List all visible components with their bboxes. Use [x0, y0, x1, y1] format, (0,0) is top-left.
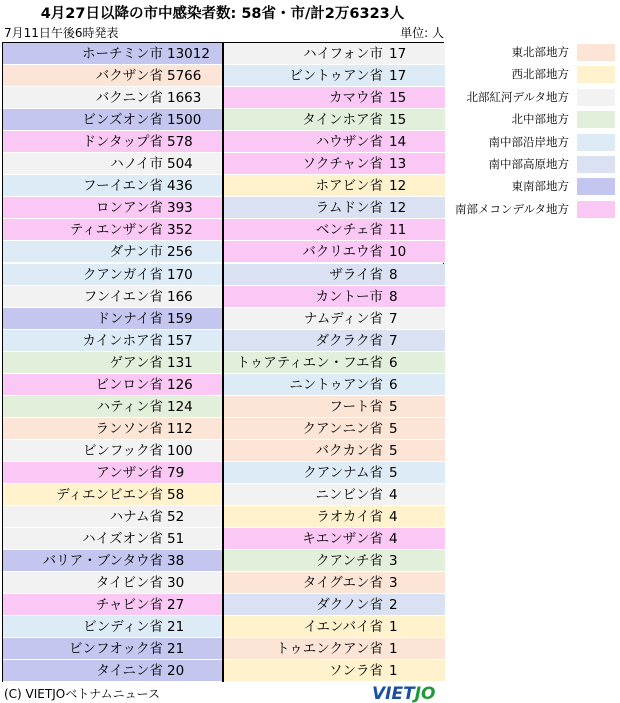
legend-swatch: [577, 178, 615, 195]
case-count: 15: [389, 112, 407, 129]
case-count: 13: [389, 156, 407, 173]
province-name: ソンラ省: [329, 663, 383, 680]
case-count: 10: [389, 244, 407, 261]
legend-label: 東南部地方: [511, 179, 569, 194]
table-row: [224, 87, 445, 109]
legend-label: 西北部地方: [511, 67, 569, 82]
table-row: [3, 330, 222, 352]
case-count: 1500: [167, 112, 202, 129]
table-row: [224, 197, 445, 219]
province-name: ラオカイ省: [316, 509, 383, 526]
table-row: [224, 418, 445, 440]
case-count: 159: [167, 310, 193, 327]
table-row: [3, 638, 222, 660]
case-count: 1: [389, 663, 398, 680]
legend-item: [455, 63, 617, 85]
table-column-left: [3, 43, 222, 681]
table-row: [224, 241, 445, 263]
table-row: [224, 65, 445, 87]
province-name: ランソン省: [95, 420, 163, 437]
table-row: [3, 197, 222, 219]
table-row: [224, 484, 445, 506]
case-count: 8: [389, 266, 398, 283]
case-count: 14: [389, 134, 407, 151]
province-name: ハナム省: [109, 509, 163, 526]
legend-item: [455, 131, 617, 153]
case-count: 15: [389, 90, 407, 107]
province-name: ドンナイ省: [96, 310, 163, 327]
table-row: [224, 109, 445, 131]
province-name: アンザン省: [96, 464, 163, 481]
province-name: タイビン省: [95, 575, 163, 592]
province-name: ビンロン省: [95, 376, 163, 393]
province-name: ザライ省: [329, 266, 383, 283]
case-count: 2: [389, 597, 398, 614]
province-name: バクザン省: [95, 68, 163, 85]
table-row: [3, 484, 222, 506]
case-count: 1: [389, 619, 398, 636]
province-name: ドンタップ省: [82, 134, 163, 151]
table-row: [224, 219, 445, 241]
province-name: ハウザン省: [315, 134, 383, 151]
legend-label: 南中部沿岸地方: [488, 134, 569, 149]
case-count: 5: [389, 442, 398, 459]
table-row: [3, 153, 222, 175]
table-row: [3, 308, 222, 330]
table-row: [3, 264, 222, 286]
case-count: 7: [389, 310, 398, 327]
province-name: フーイエン省: [82, 178, 163, 195]
table-row: [3, 550, 222, 572]
province-name: ハイフォン市: [303, 46, 383, 62]
table-row: [224, 616, 445, 638]
table-row: [224, 374, 445, 396]
province-name: ホアビン省: [315, 178, 383, 195]
province-name: ダナン市: [109, 244, 163, 261]
legend-item: [455, 198, 617, 220]
province-name: フート省: [329, 398, 383, 415]
case-count: 12: [389, 178, 407, 195]
case-count: 5: [389, 398, 398, 415]
copyright: (C) VIETJOベトナムニュース: [4, 687, 161, 701]
case-count: 5: [389, 420, 398, 437]
case-count: 3: [389, 575, 398, 592]
province-name: チャビン省: [95, 597, 163, 614]
province-name: ビンディン省: [83, 619, 163, 636]
case-count: 112: [167, 420, 193, 437]
table-row: [224, 153, 445, 175]
legend-label: 南中部高原地方: [488, 157, 569, 171]
case-count: 6: [389, 354, 398, 371]
case-count: 436: [167, 178, 193, 195]
province-name: ビンフオック省: [69, 641, 163, 658]
case-count: 4: [389, 531, 398, 548]
table-row: [224, 528, 445, 550]
case-count: 11: [389, 222, 407, 239]
legend-swatch: [577, 44, 615, 61]
province-name: ティエンザン省: [69, 222, 163, 239]
table-row: [224, 175, 445, 197]
province-name: ハイズオン省: [82, 531, 163, 548]
province-name: バクニン省: [95, 90, 163, 107]
unit-label: 単位: 人: [400, 26, 444, 40]
province-name: タイニン省: [96, 663, 163, 680]
case-count: 13012: [167, 46, 210, 62]
table-row: [3, 43, 222, 65]
table-row: [3, 396, 222, 418]
legend-swatch: [577, 66, 615, 83]
province-name: クアンナム省: [303, 464, 383, 481]
table-row: [3, 440, 222, 462]
table-row: [224, 440, 445, 462]
province-name: カインホア省: [82, 332, 163, 349]
legend-label: 東北部地方: [511, 45, 569, 59]
case-count: 79: [167, 464, 185, 481]
table-row: [224, 352, 445, 374]
province-name: トゥエンクアン省: [276, 641, 383, 658]
case-count: 352: [167, 222, 193, 239]
province-name: タインホア省: [302, 112, 383, 129]
vietjo-logo-text: VIETJO: [372, 684, 436, 703]
table-row: [3, 286, 222, 308]
case-count: 126: [167, 376, 193, 393]
case-count: 5: [389, 464, 398, 481]
case-count: 27: [167, 597, 185, 614]
province-name: ベンチェ省: [315, 222, 383, 239]
case-count: 52: [167, 509, 185, 526]
legend-item: [455, 153, 617, 175]
case-count: 30: [167, 575, 185, 592]
province-name: カントー市: [315, 288, 383, 305]
table-row: [224, 572, 445, 594]
case-count: 12: [389, 200, 407, 217]
province-name: ハノイ市: [110, 156, 163, 173]
province-name: トゥアティエン・フエ省: [236, 354, 383, 371]
province-name: クアンニン省: [302, 420, 383, 437]
table-row: [3, 109, 222, 131]
legend-label: 北部紅河デルタ地方: [466, 89, 569, 104]
province-name: ビンフック省: [82, 442, 163, 459]
legend-swatch: [577, 156, 615, 173]
table-row: [224, 594, 445, 616]
province-name: バリア・ブンタウ省: [42, 553, 163, 570]
table-row: [3, 374, 222, 396]
case-count: 38: [167, 553, 185, 570]
case-count: 7: [389, 332, 398, 349]
table-row: [224, 396, 445, 418]
province-name: ビントゥアン省: [289, 68, 383, 85]
province-name: ニントゥアン省: [289, 376, 383, 393]
province-name: ダクノン省: [316, 597, 383, 614]
case-count: 504: [167, 156, 193, 173]
table-row: [3, 616, 222, 638]
case-count: 578: [167, 134, 193, 151]
province-name: ダクラク省: [315, 332, 383, 349]
case-count: 17: [389, 46, 407, 62]
case-count: 4: [389, 509, 398, 526]
province-name: ソクチャン省: [302, 156, 383, 173]
province-name: タイグエン省: [302, 575, 383, 592]
province-name: イエンバイ省: [303, 619, 383, 636]
chart-title: 4月27日以降の市中感染者数: 58省・市/計2万6323人: [40, 6, 405, 22]
legend-item: [455, 175, 617, 197]
case-count: 131: [167, 354, 193, 371]
province-name: ナムディン省: [304, 310, 383, 327]
table-row: [224, 131, 445, 153]
case-count: 393: [167, 200, 193, 217]
table-row: [224, 550, 445, 572]
case-count: 8: [389, 288, 398, 305]
province-name: キエンザン省: [302, 531, 383, 548]
table-row: [3, 65, 222, 87]
table-row: [224, 660, 445, 682]
table-row: [3, 572, 222, 594]
case-count: 51: [167, 531, 185, 548]
case-count: 58: [167, 487, 185, 503]
table-row: [3, 506, 222, 528]
table-row: [3, 660, 222, 682]
province-name: バクリエウ省: [302, 244, 383, 261]
case-count: 21: [167, 619, 185, 636]
case-count: 100: [167, 442, 193, 459]
province-name: カマウ省: [329, 90, 383, 107]
table-row: [224, 506, 445, 528]
case-count: 157: [167, 332, 193, 349]
table-row: [3, 241, 222, 263]
province-name: ディエンビエン省: [56, 487, 163, 503]
case-count: 1: [389, 641, 398, 658]
table-row: [3, 594, 222, 616]
table-row: [3, 87, 222, 109]
legend-swatch: [577, 111, 615, 128]
province-name: クアンチ省: [316, 553, 383, 570]
legend-item: [455, 108, 617, 130]
province-name: ホーチミン市: [82, 46, 163, 62]
legend-label: 南部メコンデルタ地方: [455, 201, 569, 216]
table-row: [3, 352, 222, 374]
case-count: 1663: [167, 90, 202, 107]
table-row: [3, 219, 222, 241]
legend-swatch: [577, 134, 615, 151]
case-count: 21: [167, 641, 185, 658]
case-count: 20: [167, 663, 185, 680]
legend-swatch: [577, 201, 615, 218]
province-name: クアンガイ省: [82, 266, 163, 283]
province-name: ニンビン省: [315, 487, 383, 503]
case-count: 256: [167, 244, 193, 261]
case-count: 5766: [167, 68, 202, 85]
legend-label: 北中部地方: [511, 112, 569, 127]
table-column-right: [222, 43, 445, 681]
table-row: [3, 175, 222, 197]
case-count: 170: [167, 266, 193, 283]
case-count: 17: [389, 68, 407, 85]
case-count: 4: [389, 487, 398, 503]
province-name: フンイエン省: [83, 288, 163, 305]
case-count: 6: [389, 376, 398, 393]
province-name: ハティン省: [96, 398, 163, 415]
cases-table: [2, 42, 444, 682]
case-count: 3: [389, 553, 398, 570]
table-row: [224, 286, 445, 308]
legend-item: [455, 41, 617, 63]
vietjo-logo: [370, 681, 442, 703]
case-count: 166: [167, 288, 193, 305]
legend-item: [455, 86, 617, 108]
province-name: ラムドン省: [315, 200, 383, 217]
table-row: [224, 43, 445, 65]
announcement-time: 7月11日午後6時発表: [4, 26, 119, 40]
legend-swatch: [577, 89, 615, 106]
table-row: [224, 462, 445, 484]
province-name: ビンズオン省: [82, 112, 163, 129]
table-row: [224, 308, 445, 330]
province-name: ゲアン省: [109, 354, 163, 371]
table-row: [224, 264, 445, 286]
table-row: [3, 462, 222, 484]
table-row: [224, 330, 445, 352]
province-name: ロンアン省: [96, 200, 163, 217]
table-row: [3, 131, 222, 153]
case-count: 124: [167, 398, 193, 415]
province-name: バクカン省: [315, 442, 383, 459]
table-row: [3, 528, 222, 550]
table-row: [224, 638, 445, 660]
table-row: [3, 418, 222, 440]
